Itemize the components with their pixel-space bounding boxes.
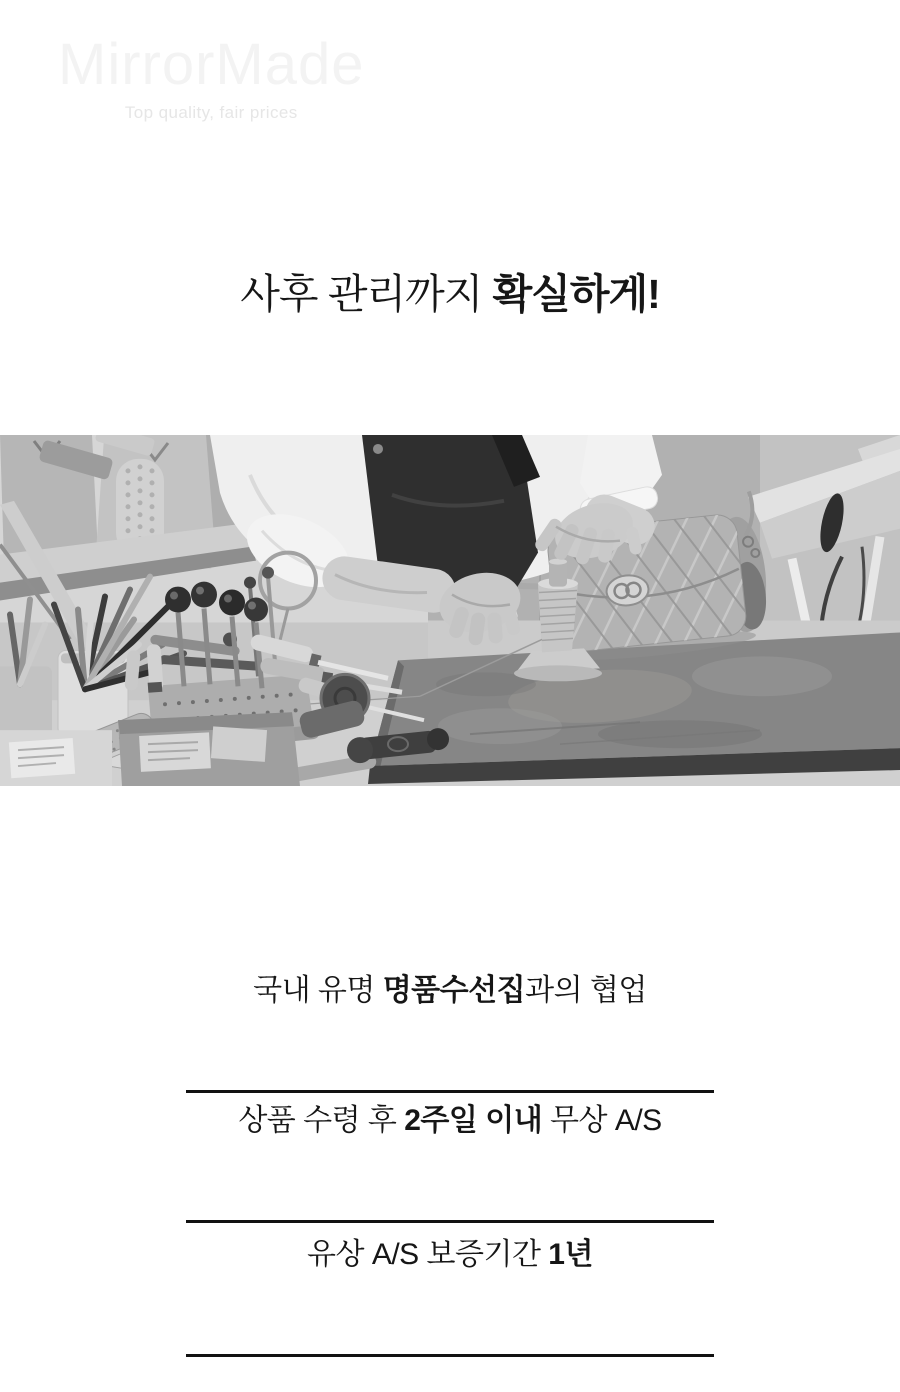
brand-logo-text: MirrorMade: [58, 32, 365, 97]
feature-line-paid-as: [0, 1166, 900, 1392]
heading-bold-part: 확실하게!: [492, 271, 660, 317]
section-heading: [0, 271, 900, 318]
heading-normal-part: 사후 관리까지: [240, 271, 493, 317]
workshop-photo: [0, 435, 900, 786]
brand-tagline: Top quality, fair prices: [124, 103, 298, 122]
underline-rule: [186, 1354, 714, 1357]
feature-text: 유상 A/S 보증기간 1년: [307, 1237, 593, 1271]
feature-text: 상품 수령 후 2주일 이내 무상 A/S: [238, 1103, 662, 1137]
feature-text: 국내 유명 명품수선집과의 협업: [253, 973, 647, 1007]
brand-watermark: [58, 32, 365, 123]
